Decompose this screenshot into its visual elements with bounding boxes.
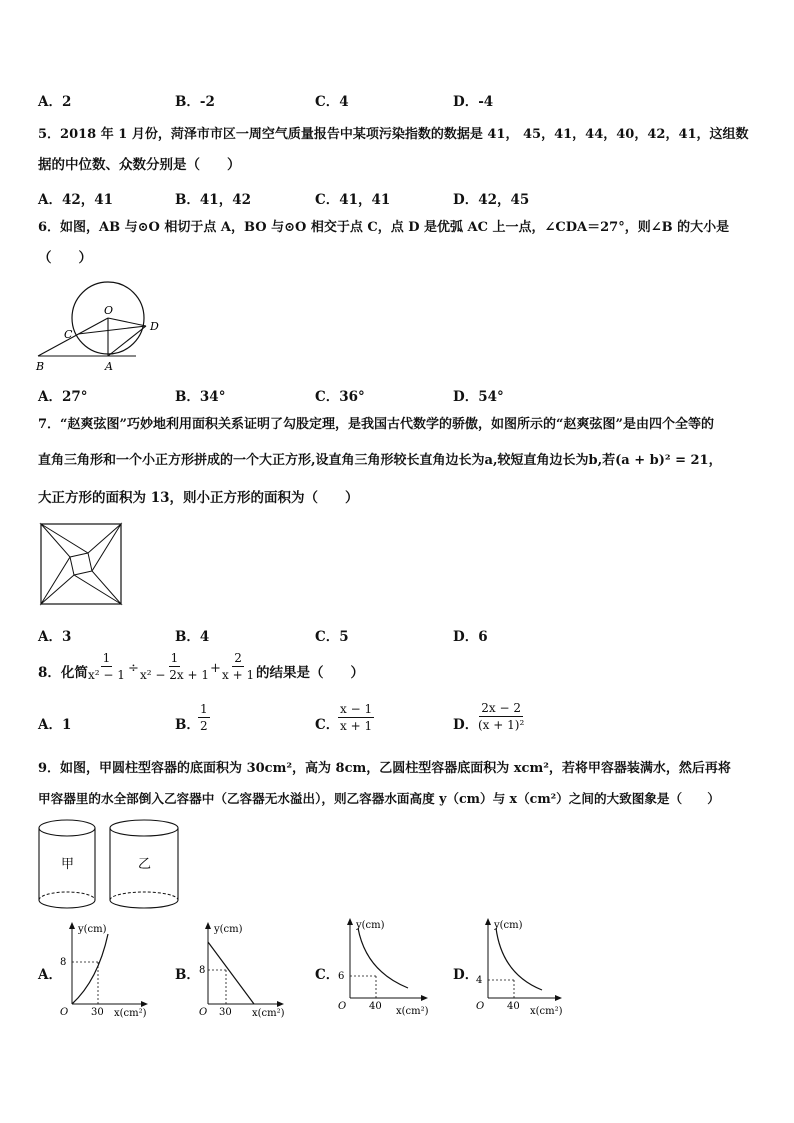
q9-option-c-label: C． xyxy=(315,967,340,983)
q8-option-b-label: B． xyxy=(175,717,200,733)
svg-text:8: 8 xyxy=(199,965,206,976)
svg-text:40: 40 xyxy=(507,1001,520,1012)
q5-option-d: D．42，45 xyxy=(453,192,530,208)
svg-text:40: 40 xyxy=(369,1001,382,1012)
svg-text:O: O xyxy=(338,1001,347,1012)
q5-option-b: B．41，42 xyxy=(175,192,251,208)
q7-option-c: C．5 xyxy=(315,629,349,645)
q5-option-c: C．41，41 xyxy=(315,192,391,208)
q4-option-c: C．4 xyxy=(315,94,349,110)
q9-stem-line1: 9．如图，甲圆柱型容器的底面积为 30cm²，高为 8cm，乙圆柱型容器底面积为 xcm²，若将甲容器装满水，然后再将 xyxy=(38,761,731,776)
q9-graph-d xyxy=(474,916,584,1016)
q9-graph-a xyxy=(58,920,168,1020)
q6-circle-figure xyxy=(34,280,164,375)
q8-f3-num: 2 xyxy=(234,651,242,665)
curve-a xyxy=(72,934,108,1004)
svg-text:x(cm²): x(cm²) xyxy=(252,1008,285,1019)
q8-option-c-label: C． xyxy=(315,717,340,733)
q6-option-d: D．54° xyxy=(453,389,504,405)
q8-optb-num: 1 xyxy=(200,702,208,716)
triangle-bottom xyxy=(41,575,121,604)
q8-optc-den: x + 1 xyxy=(340,719,373,733)
outer-square xyxy=(41,524,121,604)
triangle-top xyxy=(41,524,121,553)
q8-fraction-1 xyxy=(86,650,127,683)
q9-graph-b xyxy=(194,920,304,1020)
q8-op-divide: ÷ xyxy=(128,661,139,676)
q9-option-a-label: A． xyxy=(38,967,62,983)
q8-optd-den: (x + 1)² xyxy=(478,718,525,732)
svg-text:30: 30 xyxy=(219,1007,232,1018)
q8-fraction-3 xyxy=(220,650,256,683)
segment-cd xyxy=(78,326,146,334)
svg-text:y(cm): y(cm) xyxy=(494,920,523,931)
containers-figure xyxy=(38,818,198,913)
q5-stem-line1: 5．2018 年 1 月份，菏泽市市区一周空气质量报告中某项污染指数的数据是 41， 45，41，44，40，42，41，这组数 xyxy=(38,127,749,142)
cylinder-b-label: 乙 xyxy=(138,857,152,872)
q8-option-a: A．1 xyxy=(38,717,72,733)
q9-option-b-label: B． xyxy=(175,967,200,983)
q8-f2-den: x² − 2x + 1 xyxy=(140,668,209,682)
svg-text:4: 4 xyxy=(476,975,483,986)
svg-text:y(cm): y(cm) xyxy=(356,920,385,931)
q7-option-a: A．3 xyxy=(38,629,72,645)
svg-text:x(cm²): x(cm²) xyxy=(530,1006,563,1017)
q8-optb-den: 2 xyxy=(200,719,208,733)
q9-stem-line2: 甲容器里的水全部倒入乙容器中（乙容器无水溢出），则乙容器水面高度 y（cm）与 x（cm²）之间的大致图象是（ ） xyxy=(38,791,720,806)
q8-optd-num: 2x − 2 xyxy=(481,701,521,715)
q4-option-a: A．2 xyxy=(38,94,72,110)
q8-f3-den: x + 1 xyxy=(222,668,255,682)
q9-option-d-label: D． xyxy=(453,967,479,983)
label-c: C xyxy=(64,328,73,341)
svg-text:30: 30 xyxy=(91,1007,104,1018)
q5-option-a: A．42，41 xyxy=(38,192,114,208)
svg-text:y(cm): y(cm) xyxy=(78,924,107,935)
q6-stem-line2: （ ） xyxy=(38,250,92,266)
label-b: B xyxy=(36,360,45,373)
q5-stem-line2: 据的中位数、众数分别是（ ） xyxy=(38,157,241,173)
svg-text:O: O xyxy=(476,1001,485,1012)
cylinder-a-label: 甲 xyxy=(61,857,75,872)
q8-option-d-label: D． xyxy=(453,717,479,733)
q7-option-b: B．4 xyxy=(175,629,210,645)
svg-text:x(cm²): x(cm²) xyxy=(396,1006,429,1017)
svg-text:6: 6 xyxy=(338,971,345,982)
q8-prefix: 8．化简 xyxy=(38,665,88,681)
q7-stem-line2: 直角三角形和一个小正方形拼成的一个大正方形,设直角三角形较长直角边长为a,较短直角边长为b,若(a + b)² = 21， xyxy=(38,453,722,468)
zhao-shuang-diagram xyxy=(40,523,124,607)
triangle-left xyxy=(41,524,70,604)
segment-ad xyxy=(108,326,146,356)
q8-op-plus: + xyxy=(210,661,221,676)
svg-text:O: O xyxy=(199,1007,208,1018)
label-a: A xyxy=(105,360,113,373)
q8-option-b-fraction xyxy=(198,701,210,734)
q8-f1-num: 1 xyxy=(102,651,111,665)
svg-text:8: 8 xyxy=(60,957,67,968)
q6-option-c: C．36° xyxy=(315,389,365,405)
curve-d xyxy=(496,928,542,990)
q7-option-d: D．6 xyxy=(453,629,488,645)
q6-option-a: A．27° xyxy=(38,389,88,405)
q8-option-d-fraction xyxy=(476,700,526,733)
label-d: D xyxy=(150,320,159,333)
label-o: O xyxy=(104,304,114,317)
cyl-b-top xyxy=(110,820,178,836)
inner-square xyxy=(70,553,92,575)
q8-fraction-2 xyxy=(138,650,211,683)
q4-option-d: D．-4 xyxy=(453,94,494,110)
q7-stem-line1: 7．“赵爽弦图”巧妙地利用面积关系证明了勾股定理，是我国古代数学的骄傲，如图所示的“赵爽弦图”是由四个全等的 xyxy=(38,417,714,432)
q4-option-b: B．-2 xyxy=(175,94,215,110)
curve-c xyxy=(358,928,408,988)
q9-graph-c xyxy=(336,916,446,1016)
svg-text:O: O xyxy=(60,1007,69,1018)
svg-text:x(cm²): x(cm²) xyxy=(114,1008,147,1019)
q8-optc-num: x − 1 xyxy=(340,702,373,716)
triangle-right xyxy=(92,524,121,604)
q8-option-c-fraction xyxy=(338,701,374,734)
q6-stem-line1: 6．如图，AB 与⊙O 相切于点 A，BO 与⊙O 相交于点 C，点 D 是优弧 AC 上一点，∠CDA＝27°，则∠B 的大小是 xyxy=(38,220,730,235)
q6-option-b: B．34° xyxy=(175,389,226,405)
q8-f2-num: 1 xyxy=(170,651,179,665)
cyl-a-top xyxy=(39,820,95,836)
q7-stem-line3: 大正方形的面积为 13，则小正方形的面积为（ ） xyxy=(38,490,359,506)
q8-suffix: 的结果是（ ） xyxy=(256,665,364,681)
q8-f1-den: x² − 1 xyxy=(88,668,125,682)
segment-od xyxy=(108,318,146,326)
line-b xyxy=(208,942,254,1004)
svg-text:y(cm): y(cm) xyxy=(214,924,243,935)
